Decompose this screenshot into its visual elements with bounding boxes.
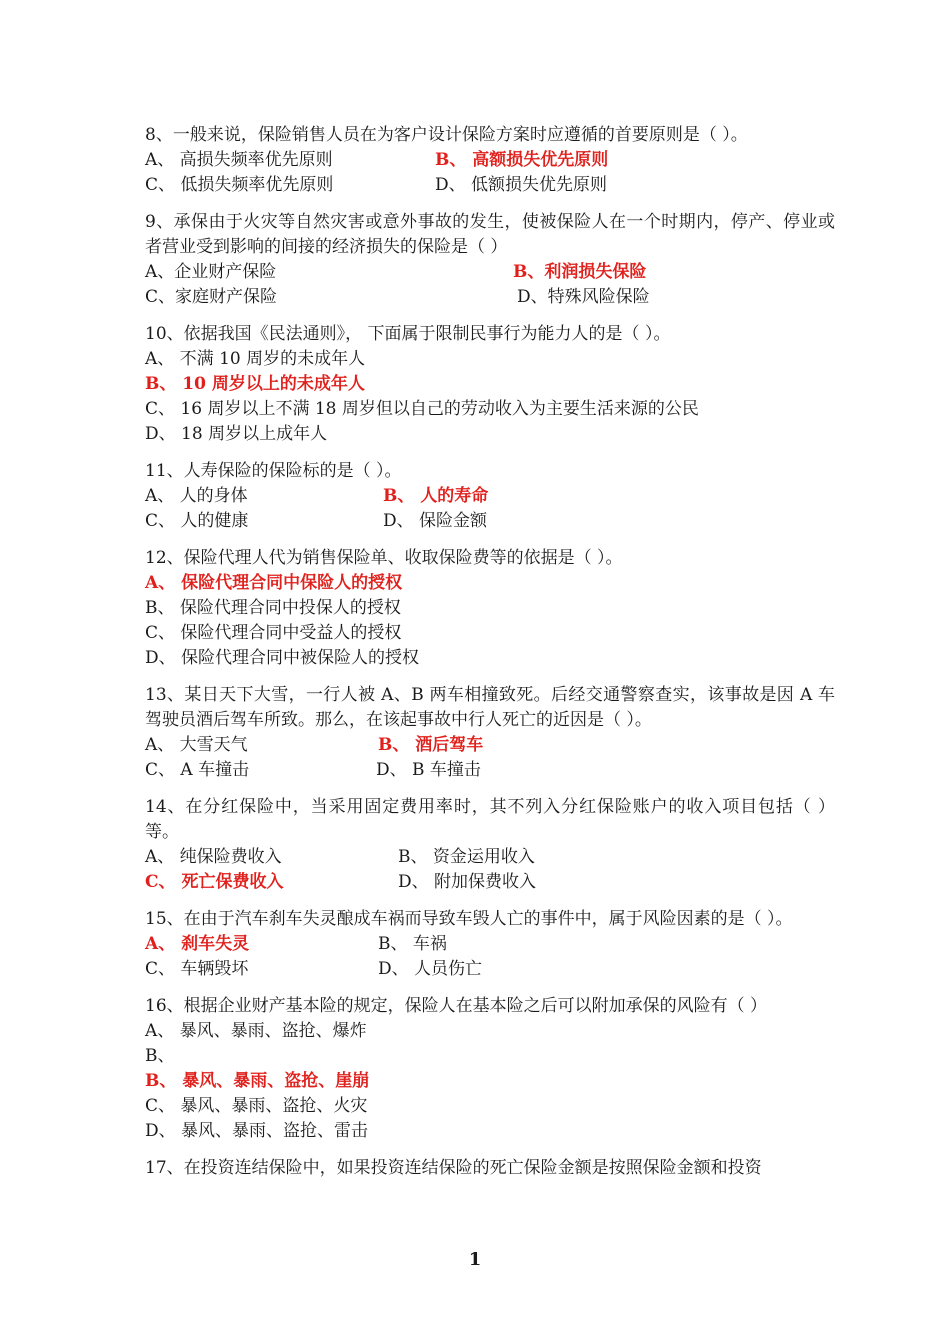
option-row (145, 285, 835, 310)
option-d: D、 保险代理合同中被保险人的授权 (145, 648, 420, 668)
option-a-answer: A、 保险代理合同中保险人的授权 (145, 573, 403, 593)
question-11 (145, 459, 835, 534)
question-stem: 12、保险代理人代为销售保险单、收取保险费等的依据是（ ）。 (145, 548, 623, 568)
option-b-empty: B、 (145, 1046, 175, 1066)
option-row (145, 148, 835, 173)
option-d: D、 人员伤亡 (378, 959, 483, 979)
option-b-answer: B、 10 周岁以上的未成年人 (145, 374, 365, 394)
question-14 (145, 795, 835, 895)
question-list (145, 123, 835, 1193)
option-c: C、 暴风、暴雨、盗抢、火灾 (145, 1096, 368, 1116)
option-a-answer: A、 刹车失灵 (145, 934, 250, 954)
option-row (145, 260, 835, 285)
option-b-answer: B、 高额损失优先原则 (435, 150, 609, 170)
option-c: C、 人的健康 (145, 511, 249, 531)
option-row (145, 173, 835, 198)
page-number: 1 (468, 1249, 482, 1270)
option-row (145, 957, 835, 982)
question-17 (145, 1156, 835, 1181)
question-8 (145, 123, 835, 198)
option-d: D、 附加保费收入 (398, 872, 537, 892)
question-15 (145, 907, 835, 982)
question-10 (145, 322, 835, 447)
option-d: D、 暴风、暴雨、盗抢、雷击 (145, 1121, 369, 1141)
option-c: C、 16 周岁以上不满 18 周岁但以自己的劳动收入为主要生活来源的公民 (145, 399, 699, 419)
question-stem: 9、承保由于火灾等自然灾害或意外事故的发生，使被保险人在一个时期内，停产、停业或者营业受到影响的间接的经济损失的保险是（ ） (145, 212, 835, 257)
option-b-answer: B、利润损失保险 (513, 262, 647, 282)
option-c: C、 A 车撞击 (145, 760, 250, 780)
option-row (145, 932, 835, 957)
question-13 (145, 683, 835, 783)
option-b-answer: B、 人的寿命 (383, 486, 489, 506)
question-stem: 10、依据我国《民法通则》， 下面属于限制民事行为能力人的是（ ）。 (145, 324, 671, 344)
option-c: C、 车辆毁坏 (145, 959, 249, 979)
option-d: D、 低额损失优先原则 (435, 175, 608, 195)
question-stem: 15、在由于汽车刹车失灵酿成车祸而导致车毁人亡的事件中，属于风险因素的是（ ）。 (145, 909, 793, 929)
option-c: C、家庭财产保险 (145, 287, 278, 307)
question-stem: 8、一般来说，保险销售人员在为客户设计保险方案时应遵循的首要原则是（ ）。 (145, 125, 748, 145)
option-d: D、 保险金额 (383, 511, 488, 531)
question-9 (145, 210, 835, 310)
question-stem: 14、在分红保险中，当采用固定费用率时，其不列入分红保险账户的收入项目包括（ ）等。 (145, 797, 835, 842)
option-a: A、 大雪天气 (145, 735, 248, 755)
option-a: A、 人的身体 (145, 486, 248, 506)
option-row (145, 484, 835, 509)
question-12 (145, 546, 835, 671)
question-stem: 13、某日天下大雪，一行人被 A、B 两车相撞致死。后经交通警察查实，该事故是因 A 车驾驶员酒后驾车所致。那么，在该起事故中行人死亡的近因是（ ）。 (145, 685, 835, 730)
option-row (145, 733, 835, 758)
option-b: B、 保险代理合同中投保人的授权 (145, 598, 401, 618)
option-d: D、特殊风险保险 (517, 287, 650, 307)
option-a: A、企业财产保险 (145, 262, 277, 282)
option-b-answer: B、 暴风、暴雨、盗抢、崖崩 (145, 1071, 370, 1091)
question-stem: 17、在投资连结保险中，如果投资连结保险的死亡保险金额是按照保险金额和投资 (145, 1158, 762, 1178)
option-d: D、 18 周岁以上成年人 (145, 424, 328, 444)
question-stem: 11、人寿保险的保险标的是（ ）。 (145, 461, 402, 481)
option-a: A、 暴风、暴雨、盗抢、爆炸 (145, 1021, 367, 1041)
option-a: A、 高损失频率优先原则 (145, 150, 333, 170)
question-stem: 16、根据企业财产基本险的规定，保险人在基本险之后可以附加承保的风险有（ ） (145, 996, 768, 1016)
option-a: A、 纯保险费收入 (145, 847, 282, 867)
option-b-answer: B、 酒后驾车 (378, 735, 484, 755)
option-row (145, 845, 835, 870)
option-b: B、 车祸 (378, 934, 447, 954)
option-c-answer: C、 死亡保费收入 (145, 872, 284, 892)
option-d: D、 B 车撞击 (376, 760, 481, 780)
option-row (145, 509, 835, 534)
option-a: A、 不满 10 周岁的未成年人 (145, 349, 366, 369)
option-c: C、 低损失频率优先原则 (145, 175, 334, 195)
option-row (145, 870, 835, 895)
option-b: B、 资金运用收入 (398, 847, 535, 867)
question-16 (145, 994, 835, 1144)
option-c: C、 保险代理合同中受益人的授权 (145, 623, 402, 643)
option-row (145, 758, 835, 783)
